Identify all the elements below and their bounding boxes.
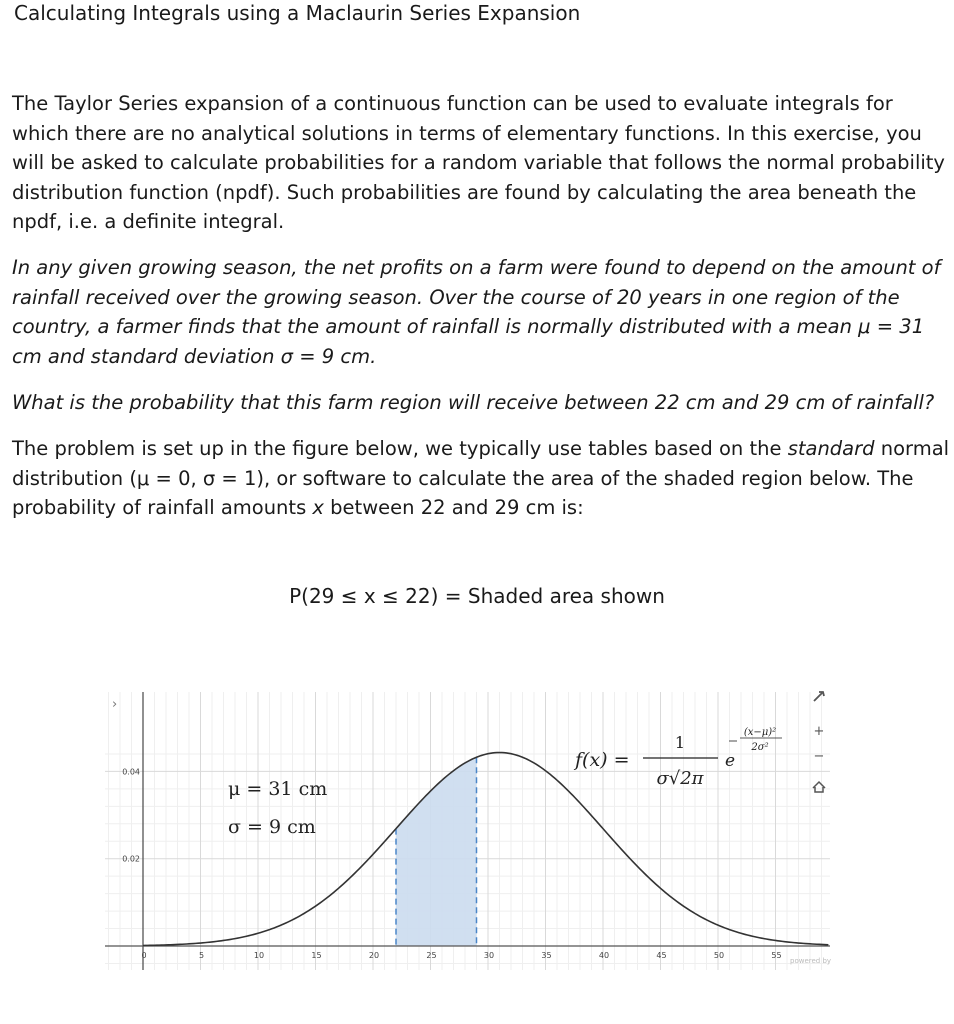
x-tick-label: 25 bbox=[426, 951, 437, 960]
y-tick-label: 0.04 bbox=[122, 767, 140, 777]
setup-text-3: between 22 and 29 cm is: bbox=[323, 496, 584, 519]
x-tick-label: 10 bbox=[253, 951, 265, 960]
x-tick-label: 40 bbox=[598, 951, 610, 960]
x-tick-label: 50 bbox=[713, 951, 725, 960]
zoom-out-button[interactable]: − bbox=[813, 749, 825, 764]
scenario-paragraph: In any given growing season, the net profits on a farm were found to depend on the amount of rainfall received over the growing season. Over the course of 20 years in one region of the country, a farmer finds that the amount of rainfall is normally distributed with a mean μ = 31 cm and standard deviation σ = 9 cm. bbox=[12, 256, 941, 368]
formula-exp-numerator: (x−μ)² bbox=[743, 727, 777, 738]
x-tick-label: 0 bbox=[141, 951, 147, 960]
graph-toolbar bbox=[813, 692, 825, 792]
pdf-formula bbox=[573, 727, 782, 789]
x-tick-label: 30 bbox=[483, 951, 495, 960]
watermark: powered by bbox=[790, 957, 832, 965]
x-tick-labels bbox=[141, 951, 781, 960]
x-tick-label: 20 bbox=[368, 951, 380, 960]
figure-caption: P(29 ≤ x ≤ 22) = Shaded area shown bbox=[289, 584, 665, 608]
x-tick-label: 35 bbox=[541, 951, 552, 960]
x-tick-label: 55 bbox=[771, 951, 782, 960]
x-tick-label: 5 bbox=[198, 951, 205, 960]
y-tick-label: 0.02 bbox=[122, 854, 140, 864]
formula-numerator: 1 bbox=[674, 733, 686, 752]
x-tick-label: 15 bbox=[311, 951, 322, 960]
intro-paragraph: The Taylor Series expansion of a continuous function can be used to evaluate integrals for which there are no analytical solutions in terms of elementary functions. In this exercise, you will be asked to calculate probabilities for a random variable that follows the normal probability distribution function (npdf). Such probabilities are found by calculating the area beneath the npdf, i.e. a definite integral. bbox=[12, 92, 945, 233]
setup-emphasis: standard bbox=[787, 437, 875, 460]
zoom-in-button[interactable]: + bbox=[813, 724, 825, 739]
setup-variable: x bbox=[312, 496, 324, 519]
formula-exp-denominator: 2σ² bbox=[751, 742, 769, 753]
document-title: Calculating Integrals using a Maclaurin Series Expansion bbox=[14, 1, 581, 25]
formula-e: e bbox=[725, 751, 736, 771]
setup-text-1: The problem is set up in the figure below, we typically use tables based on the bbox=[12, 437, 788, 460]
setup-paragraph bbox=[12, 434, 950, 523]
normal-distribution-graph[interactable] bbox=[0, 680, 954, 980]
mu-label: μ = 31 cm bbox=[228, 778, 328, 800]
formula-lhs: f(x) = bbox=[575, 749, 630, 771]
x-tick-label: 45 bbox=[656, 951, 667, 960]
setup-text-2: normal distribution (μ = 0, σ = 1), or software to calculate the area of the shaded region below. The probability of rainfall amounts bbox=[12, 437, 950, 519]
formula-denominator: σ√2π bbox=[656, 768, 704, 789]
expand-icon[interactable]: › bbox=[112, 697, 118, 712]
question-paragraph: What is the probability that this farm region will receive between 22 cm and 29 cm of rainfall? bbox=[12, 391, 935, 414]
sigma-label: σ = 9 cm bbox=[228, 816, 316, 838]
wrench-icon[interactable] bbox=[814, 692, 824, 701]
home-icon[interactable] bbox=[813, 782, 825, 792]
